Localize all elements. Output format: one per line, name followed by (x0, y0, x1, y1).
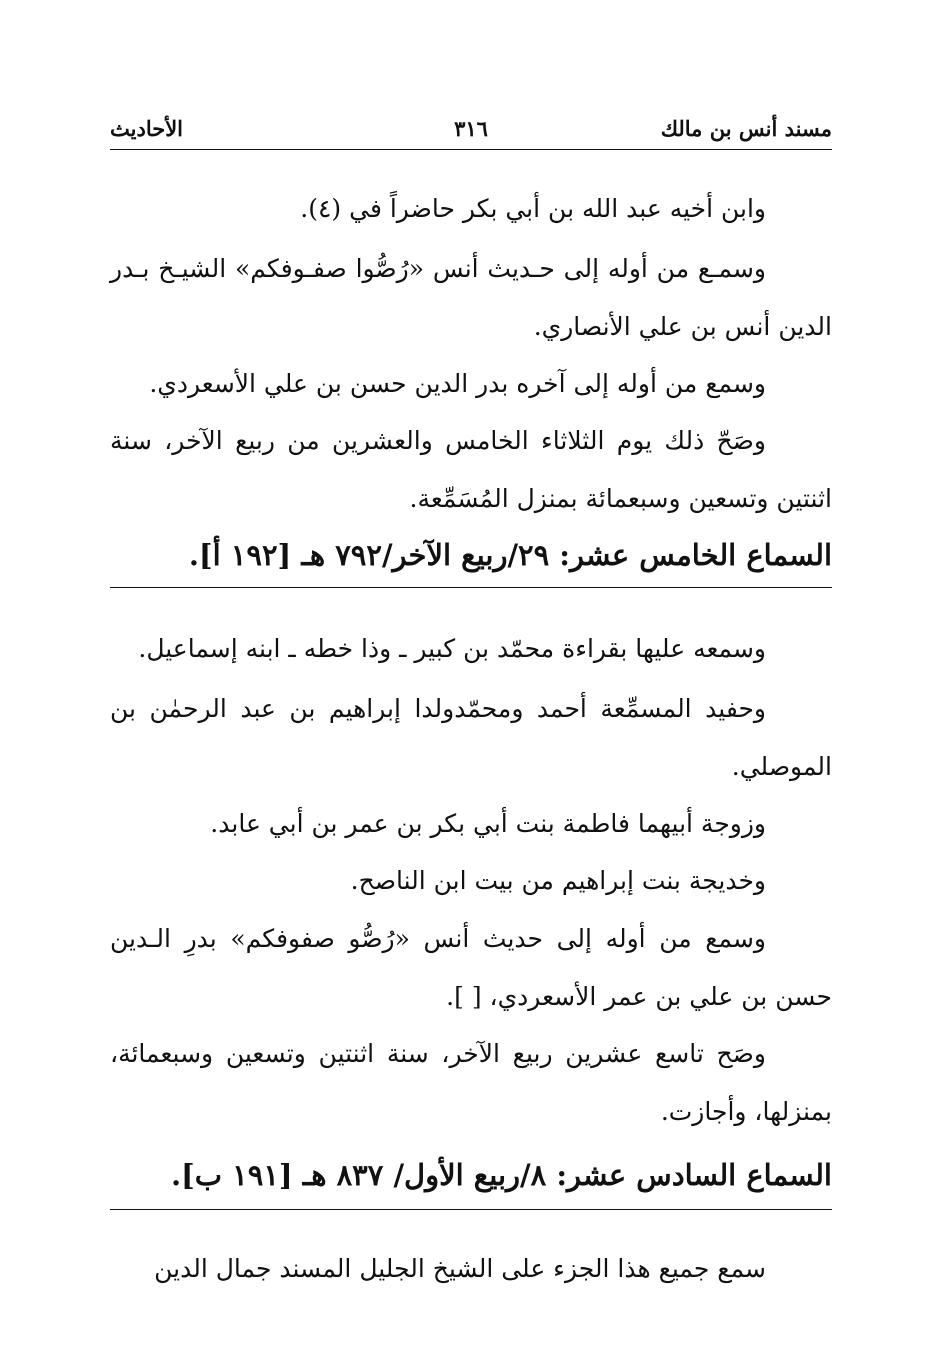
header-rule (110, 149, 832, 150)
paragraph: وسمع من أوله إلى آخره بدر الدين حسن بن علي الأسعردي. (149, 369, 766, 398)
paragraph: وسمع من أوله إلى حديث أنس «رُصُّو صفوفكم» بدرِ الـدين حسن بن علي بن عمر الأسعردي، [ ]. (110, 924, 832, 1011)
paragraph: سمع جميع هذا الجزء على الشيخ الجليل المسند جمال الدين (154, 1254, 766, 1283)
running-head (110, 110, 832, 146)
section-rule (110, 1209, 832, 1210)
paragraph: وصَحّ ذلك يوم الثلاثاء الخامس والعشرين من ربيع الآخر، سنة اثنتين وتسعين وسبعمائة بمنزل المُسَمِّعة. (110, 426, 832, 513)
paragraph: وصَح تاسع عشرين ربيع الآخر، سنة اثنتين وتسعين وسبعمائة، بمنزلها، وأجازت. (110, 1039, 832, 1126)
paragraph: وخديجة بنت إبراهيم من بيت ابن الناصح. (350, 866, 766, 895)
sama-16-heading: السماع السادس عشر: ٨/ربيع الأول/ ٨٣٧ هـ [١٩١ ب]. (170, 1158, 832, 1192)
paragraph: وابن أخيه عبد الله بن أبي بكر حاضراً في (٤). (300, 194, 766, 223)
paragraph: وزوجة أبيهما فاطمة بنت أبي بكر بن عمر بن أبي عابد. (210, 809, 766, 838)
paragraph: وسمعه عليها بقراءة محمّد بن كبير ـ وذا خطه ـ ابنه إسماعيل. (138, 634, 766, 663)
page-number: ٣١٦ (454, 116, 488, 141)
sama-15-heading: السماع الخامس عشر: ٢٩/ربيع الآخر/٧٩٢ هـ [١٩٢ أ]. (188, 538, 832, 572)
section-rule (110, 587, 832, 588)
book-title: مسند أنس بن مالك (660, 116, 832, 141)
paragraph: وسمـع من أوله إلى حـديث أنس «رُصُّوا صفـوفكم» الشيـخ بـدر الدين أنس بن علي الأنصاري. (110, 254, 832, 341)
paragraph: وحفيد المسمِّعة أحمد ومحمّدولدا إبراهيم بن عبد الرحمٰن بن الموصلي. (110, 694, 832, 781)
section-title: الأحاديث (110, 116, 184, 141)
book-page (110, 0, 832, 1352)
